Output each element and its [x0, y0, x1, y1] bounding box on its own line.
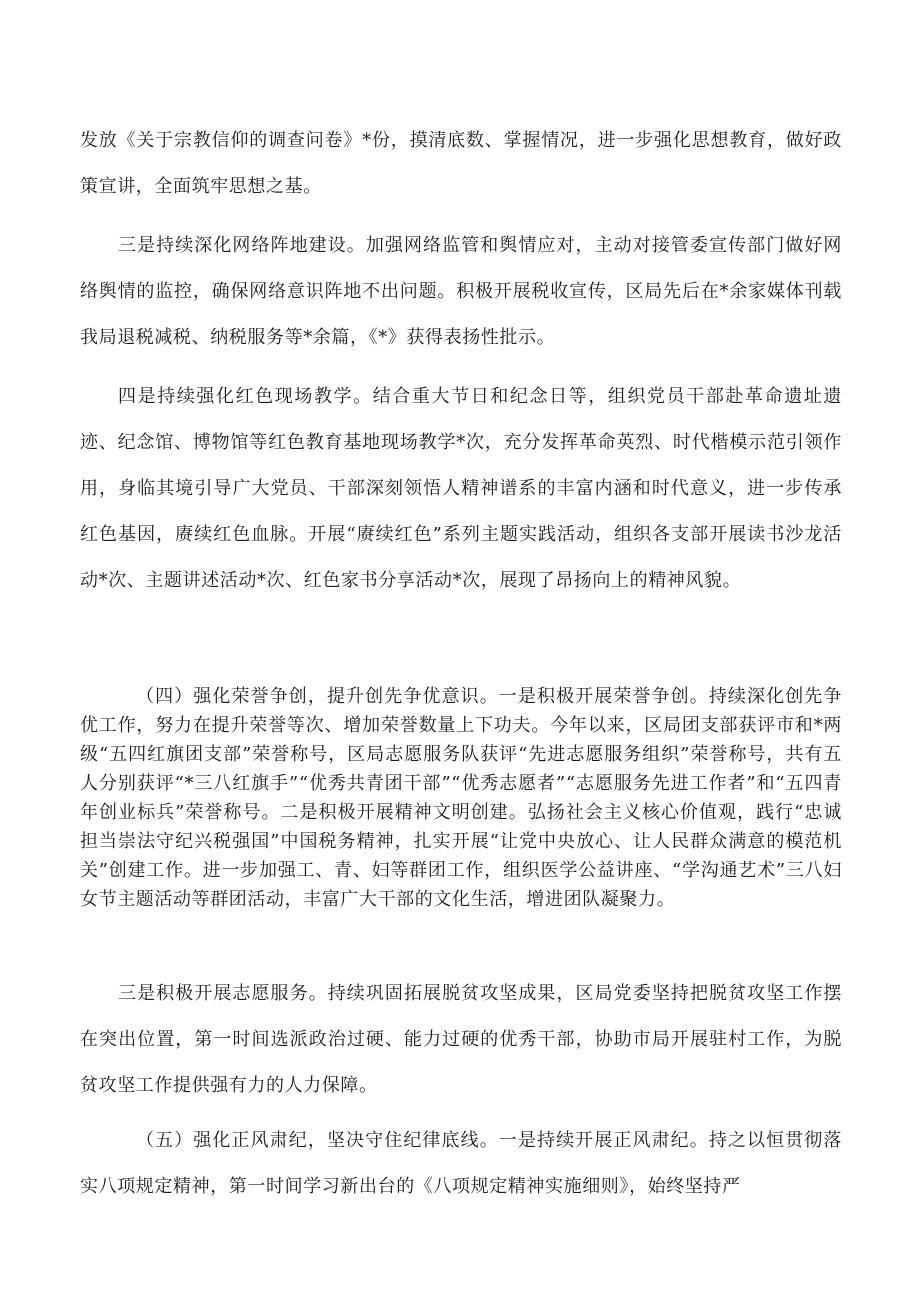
paragraph-honor-creation: （四）强化荣誉争创，提升创先争优意识。一是积极开展荣誉争创。持续深化创先争优工作，努力在提升荣誉等次、增加荣誉数量上下功夫。今年以来，区局团支部获评市和*两级“五四红旗团支部”荣誉称号，区局志愿服务队获评“先进志愿服务组织”荣誉称号，共有五人分别获评“*三八红旗手”“优秀共青团干部”“优秀志愿者”“志愿服务先进工作者”和“五四青年创业标兵”荣誉称号。二是积极开展精神文明创建。弘扬社会主义核心价值观，践行“忠诚担当崇法守纪兴税强国”中国税务精神，扎实开展“让党中央放心、让人民群众满意的模范机关”创建工作。进一步加强工、青、妇等群团工作，组织医学公益讲座、“学沟通艺术”三八妇女节主题活动等群团活动，丰富广大干部的文化生活，增进团队凝聚力。	[80, 686, 842, 910]
paragraph-discipline: （五）强化正风肃纪，坚决守住纪律底线。一是持续开展正风肃纪。持之以恒贯彻落实八项规定精神，第一时间学习新出台的《八项规定精神实施细则》，始终坚持严	[80, 1130, 842, 1197]
paragraph-volunteer-service: 三是积极开展志愿服务。持续巩固拓展脱贫攻坚成果，区局党委坚持把脱贫攻坚工作摆在突出位置，第一时间选派政治过硬、能力过硬的优秀干部，协助市局开展驻村工作，为脱贫攻坚工作提供强有力的人力保障。	[80, 983, 842, 1096]
paragraph-network-position: 三是持续深化网络阵地建设。加强网络监管和舆情应对，主动对接管委宣传部门做好网络舆情的监控，确保网络意识阵地不出问题。积极开展税收宣传，区局先后在*余家媒体刊载我局退税减税、纳税服务等*余篇，《*》获得表扬性批示。	[80, 235, 842, 348]
paragraph-red-education: 四是持续强化红色现场教学。结合重大节日和纪念日等，组织党员干部赴革命遗址遗迹、纪念馆、博物馆等红色教育基地现场教学*次，充分发挥革命英烈、时代楷模示范引领作用，身临其境引导广大党员、干部深刻领悟人精神谱系的丰富内涵和时代意义，进一步传承红色基因，赓续红色血脉。开展“赓续红色”系列主题实践活动，组织各支部开展读书沙龙活动*次、主题讲述活动*次、红色家书分享活动*次，展现了昂扬向上的精神风貌。	[80, 386, 842, 591]
paragraph-religion-survey: 发放《关于宗教信仰的调查问卷》*份，摸清底数、掌握情况，进一步强化思想教育，做好政策宣讲，全面筑牢思想之基。	[80, 130, 842, 197]
